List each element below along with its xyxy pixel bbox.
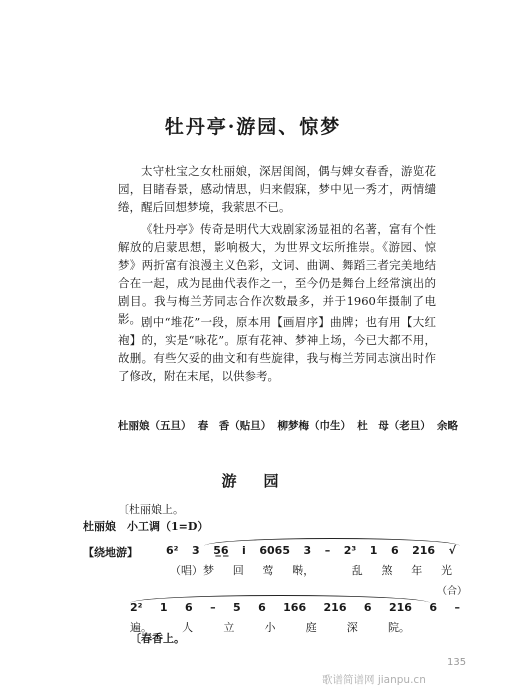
lyric: 人 bbox=[182, 621, 194, 634]
breath-mark: √ bbox=[448, 544, 456, 557]
lyric: 莺 bbox=[262, 564, 274, 577]
cast-list bbox=[118, 418, 458, 433]
note: 1 bbox=[159, 601, 168, 614]
note: – bbox=[210, 601, 216, 614]
cast-item: 杜丽娘（五旦） bbox=[118, 420, 192, 432]
lyric: 煞 bbox=[381, 564, 393, 577]
role-name: 杜丽娘 bbox=[83, 520, 116, 533]
chorus-mark: （合） bbox=[437, 586, 467, 597]
cast-item: 余略 bbox=[437, 420, 458, 432]
note: – bbox=[454, 601, 460, 614]
note: i bbox=[242, 544, 246, 557]
tune-key: 小工调（1=D） bbox=[127, 520, 209, 533]
qupai-label: 【绕地游】 bbox=[83, 546, 138, 559]
note: 6 bbox=[363, 601, 372, 614]
stage-direction: 〔杜丽娘上。 bbox=[118, 503, 184, 516]
note: 6 bbox=[184, 601, 193, 614]
lyric: 深 bbox=[346, 621, 358, 634]
note: 6 bbox=[429, 601, 438, 614]
note: 2² bbox=[130, 601, 143, 614]
cast-item: 春 香（贴旦） bbox=[197, 420, 272, 432]
lyric: 光 bbox=[441, 564, 452, 577]
note: 6² bbox=[166, 544, 179, 557]
note: 5̲6̲ bbox=[213, 544, 229, 557]
note: 1 bbox=[369, 544, 378, 557]
notation-row-2 bbox=[130, 601, 460, 614]
note: 6 bbox=[258, 601, 266, 614]
note: 216 bbox=[412, 544, 436, 557]
page-title: 牡丹亭·游园、惊梦 bbox=[164, 116, 342, 138]
note: 166 bbox=[283, 601, 307, 614]
note: – bbox=[324, 544, 331, 557]
lyric: 乱 bbox=[351, 564, 363, 577]
intro-paragraph-3: 剧中“堆花”一段，原本用【画眉序】曲牌；也有用【大红袍】的，实是“咏花”。原有花神、梦神上场，今已大都不用，故删。有些欠妥的曲文和有些旋律，我与梅兰芳同志演出时作了修改，附在末尾，以供参考。 bbox=[118, 315, 436, 383]
section-title: 游 园 bbox=[221, 472, 285, 490]
notation-row-1 bbox=[166, 544, 456, 557]
note: 6 bbox=[390, 544, 399, 557]
intro-paragraph-2: 《牡丹亭》传奇是明代大戏剧家汤显祖的名著，富有个性解放的启蒙思想，影响极大，为世界文坛所推崇。《游园、惊梦》两折富有浪漫主义色彩，文词、曲调、舞蹈三者完美地结合在一起，成为昆曲代表作之一，至今仍是舞台上经常演出的剧目。我与梅兰芳同志合作次数最多，并于1960年摄制了电影。 bbox=[118, 222, 436, 326]
site-watermark: 歌谱简谱网 jianpu.cn bbox=[322, 674, 426, 686]
lyric: 庭 bbox=[305, 621, 317, 634]
lyric: 啭， bbox=[292, 564, 315, 577]
note: 216 bbox=[389, 601, 412, 614]
cast-item: 柳梦梅（巾生） bbox=[277, 420, 351, 432]
note: 216 bbox=[323, 601, 347, 614]
note: 5 bbox=[232, 601, 241, 614]
note: 2³ bbox=[343, 544, 357, 557]
cast-item: 杜 母（老旦） bbox=[357, 420, 431, 432]
intro-paragraph-1: 太守杜宝之女杜丽娘，深居闺阁，偶与婢女春香，游览花园，目睹春景，感动情思，归来假寐，梦中见一秀才，两情缱绻，醒后回想梦境，我萦思不已。 bbox=[118, 164, 436, 214]
lyric: 回 bbox=[232, 564, 244, 577]
lyric: 院。 bbox=[387, 621, 410, 634]
note: 3 bbox=[303, 544, 312, 557]
stage-direction: 〔春香上。 bbox=[130, 632, 185, 645]
lyric: 年 bbox=[411, 564, 423, 577]
lyric: 立 bbox=[223, 621, 235, 634]
lyric: 遍。 bbox=[130, 621, 152, 634]
note: 3 bbox=[192, 544, 200, 557]
lyrics-row-1 bbox=[170, 562, 452, 578]
note: 6065 bbox=[259, 544, 290, 557]
lyric: （唱）梦 bbox=[170, 564, 214, 577]
page-number: 135 bbox=[447, 657, 467, 668]
lyric: 小 bbox=[264, 621, 276, 634]
